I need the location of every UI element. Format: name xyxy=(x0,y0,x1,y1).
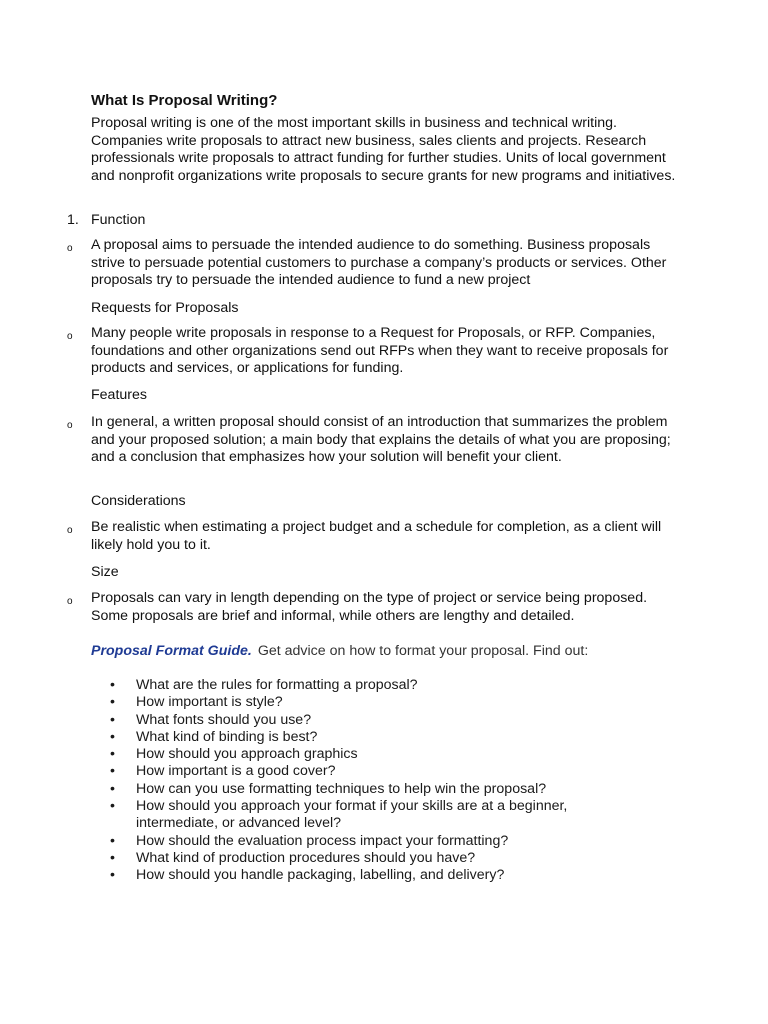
function-heading: Function xyxy=(91,212,146,228)
requests-paragraph: Many people write proposals in response to a Request for Proposals, or RFP. Companies, foundations and other organizations send out RFPs when they want to receive proposals for products and services, or applications for funding. xyxy=(91,325,669,377)
list-item xyxy=(110,781,630,798)
bullet-marker: o xyxy=(67,596,73,607)
numbered-list-marker: 1. xyxy=(67,212,79,228)
question-text: What are the rules for formatting a proposal? xyxy=(136,677,418,693)
question-text: How important is style? xyxy=(136,694,283,711)
intro-paragraph: Proposal writing is one of the most important skills in business and technical writing. Companies write proposals to attract new business, sales clients and projects. Research professionals write proposals to attract funding for further studies. Units of local government and nonprofit organizations write proposals to secure grants for new programs and initiatives. xyxy=(91,115,676,184)
list-item xyxy=(110,763,630,780)
bullet-dot: • xyxy=(110,694,115,711)
list-item xyxy=(110,798,630,833)
list-item xyxy=(110,677,630,694)
features-paragraph: In general, a written proposal should consist of an introduction that summarizes the problem and your proposed solution; a main body that explains the details of what you are proposing; and a conclusion that emphasizes how your solution will benefit your client. xyxy=(91,414,671,466)
bullet-dot: • xyxy=(110,728,115,745)
question-text: What fonts should you use? xyxy=(136,711,312,728)
list-item xyxy=(110,746,630,763)
question-text: How can you use formatting techniques to help win the proposal? xyxy=(136,780,547,797)
size-paragraph: Proposals can vary in length depending on the type of project or service being proposed. Some proposals are brief and informal, while others are lengthy and detailed. xyxy=(91,590,648,624)
requests-heading: Requests for Proposals xyxy=(91,300,239,316)
format-guide-title: Proposal Format Guide. xyxy=(91,643,252,659)
bullet-marker: o xyxy=(67,525,73,536)
list-item xyxy=(110,729,630,746)
questions-list xyxy=(110,677,630,885)
bullet-marker: o xyxy=(67,331,73,342)
bullet-marker: o xyxy=(67,420,73,431)
bullet-dot: • xyxy=(110,780,115,797)
question-text: How should the evaluation process impact your formatting? xyxy=(136,832,509,849)
list-item xyxy=(110,833,630,850)
bullet-marker: o xyxy=(67,243,73,254)
list-item xyxy=(110,712,630,729)
function-paragraph: A proposal aims to persuade the intended audience to do something. Business proposals strive to persuade potential customers to purchase a company’s products or services. Other proposals try to persuade the intended audience to fund a new project xyxy=(91,237,667,289)
bullet-dot: • xyxy=(110,746,115,763)
list-item xyxy=(110,694,630,711)
size-heading: Size xyxy=(91,564,119,580)
question-text: What kind of production procedures should you have? xyxy=(136,849,476,866)
bullet-dot: • xyxy=(110,798,115,815)
question-text: How should you approach graphics xyxy=(136,746,358,763)
format-guide-line xyxy=(91,642,691,660)
question-text: How important is a good cover? xyxy=(136,763,336,780)
question-text: What kind of binding is best? xyxy=(136,728,318,745)
format-guide-text: Get advice on how to format your proposal. Find out: xyxy=(257,643,589,659)
bullet-dot: • xyxy=(110,677,115,693)
bullet-dot: • xyxy=(110,849,115,866)
question-text: How should you handle packaging, labelling, and delivery? xyxy=(136,867,505,884)
considerations-paragraph: Be realistic when estimating a project budget and a schedule for completion, as a client will likely hold you to it. xyxy=(91,519,662,553)
bullet-dot: • xyxy=(110,763,115,780)
bullet-dot: • xyxy=(110,711,115,728)
features-heading: Features xyxy=(91,387,147,403)
bullet-dot: • xyxy=(110,832,115,849)
list-item xyxy=(110,850,630,867)
list-item xyxy=(110,867,630,884)
page-title: What Is Proposal Writing? xyxy=(91,92,278,109)
considerations-heading: Considerations xyxy=(91,493,186,509)
question-text: How should you approach your format if your skills are at a beginner, intermediate, or advanced level? xyxy=(136,798,568,832)
bullet-dot: • xyxy=(110,867,115,884)
